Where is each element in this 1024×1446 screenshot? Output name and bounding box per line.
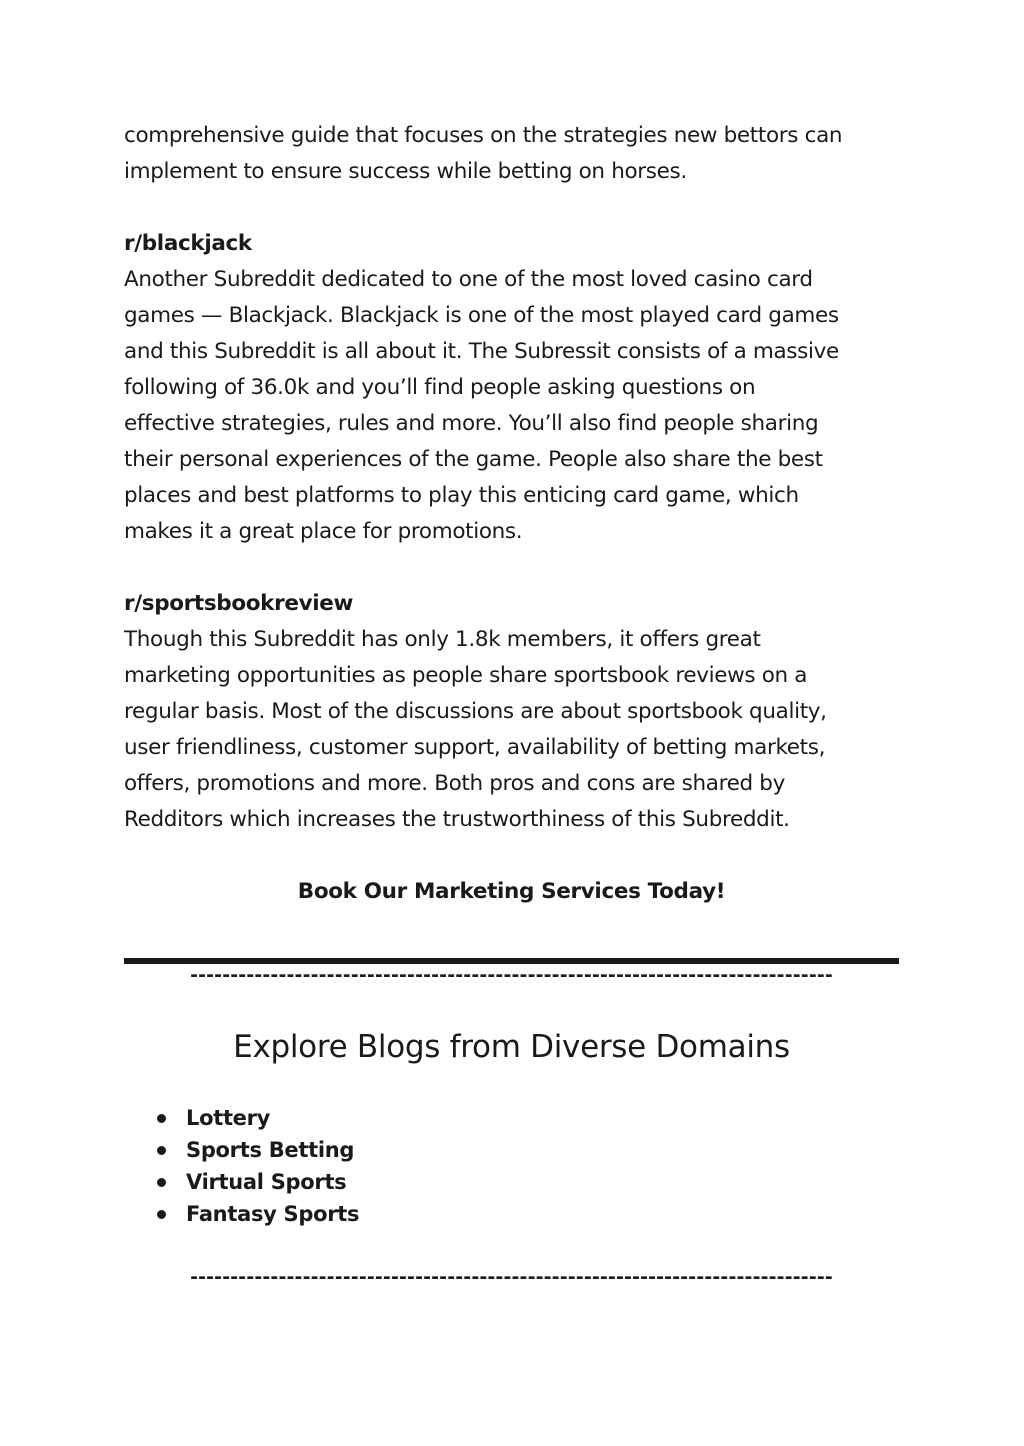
section-line: Though this Subreddit has only 1.8k members, it offers great [124,627,761,652]
section-line: offers, promotions and more. Both pros and cons are shared by [124,771,785,796]
section-line: and this Subreddit is all about it. The Subressit consists of a massive [124,339,839,364]
domain-label[interactable]: Fantasy Sports [186,1202,360,1226]
bullet-icon [157,1210,166,1219]
section-sportsbookreview [124,586,899,838]
section-line: marketing opportunities as people share sportsbook reviews on a [124,663,808,688]
intro-line: comprehensive guide that focuses on the strategies new bettors can [124,123,843,148]
explore-title: Explore Blogs from Diverse Domains [233,1029,790,1065]
section-line: makes it a great place for promotions. [124,519,523,544]
section-line: effective strategies, rules and more. You’ll also find people sharing [124,411,819,436]
bullet-icon [157,1178,166,1187]
section-blackjack [124,226,899,550]
section-line: following of 36.0k and you’ll find people asking questions on [124,375,756,400]
section-line: places and best platforms to play this enticing card game, which [124,483,799,508]
section-line: their personal experiences of the game. People also share the best [124,447,823,472]
section-heading: r/blackjack [124,231,252,256]
section-line: Redditors which increases the trustworthiness of this Subreddit. [124,807,790,832]
bullet-icon [157,1114,166,1123]
domain-label[interactable]: Virtual Sports [186,1170,347,1194]
domain-list-item[interactable] [124,1166,899,1198]
cta-link[interactable]: Book Our Marketing Services Today! [297,879,726,904]
section-line: regular basis. Most of the discussions are about sportsbook quality, [124,699,827,724]
bullet-icon [157,1146,166,1155]
section-line: games — Blackjack. Blackjack is one of the most played card games [124,303,839,328]
section-line: user friendliness, customer support, availability of betting markets, [124,735,826,760]
domain-label[interactable]: Sports Betting [186,1138,355,1162]
domain-list-item[interactable] [124,1198,899,1230]
document-page [124,118,899,1288]
intro-line: implement to ensure success while betting on horses. [124,159,687,184]
domain-list-item[interactable] [124,1102,899,1134]
dashed-divider: -------------------------------------------------------------------------------- [190,1266,833,1288]
domain-label[interactable]: Lottery [186,1106,271,1130]
section-line: Another Subreddit dedicated to one of the most loved casino card [124,267,813,292]
domain-list-item[interactable] [124,1134,899,1166]
dashed-divider: -------------------------------------------------------------------------------- [190,964,833,986]
domain-list [124,1102,899,1230]
section-heading: r/sportsbookreview [124,591,354,616]
intro-paragraph [124,118,899,190]
